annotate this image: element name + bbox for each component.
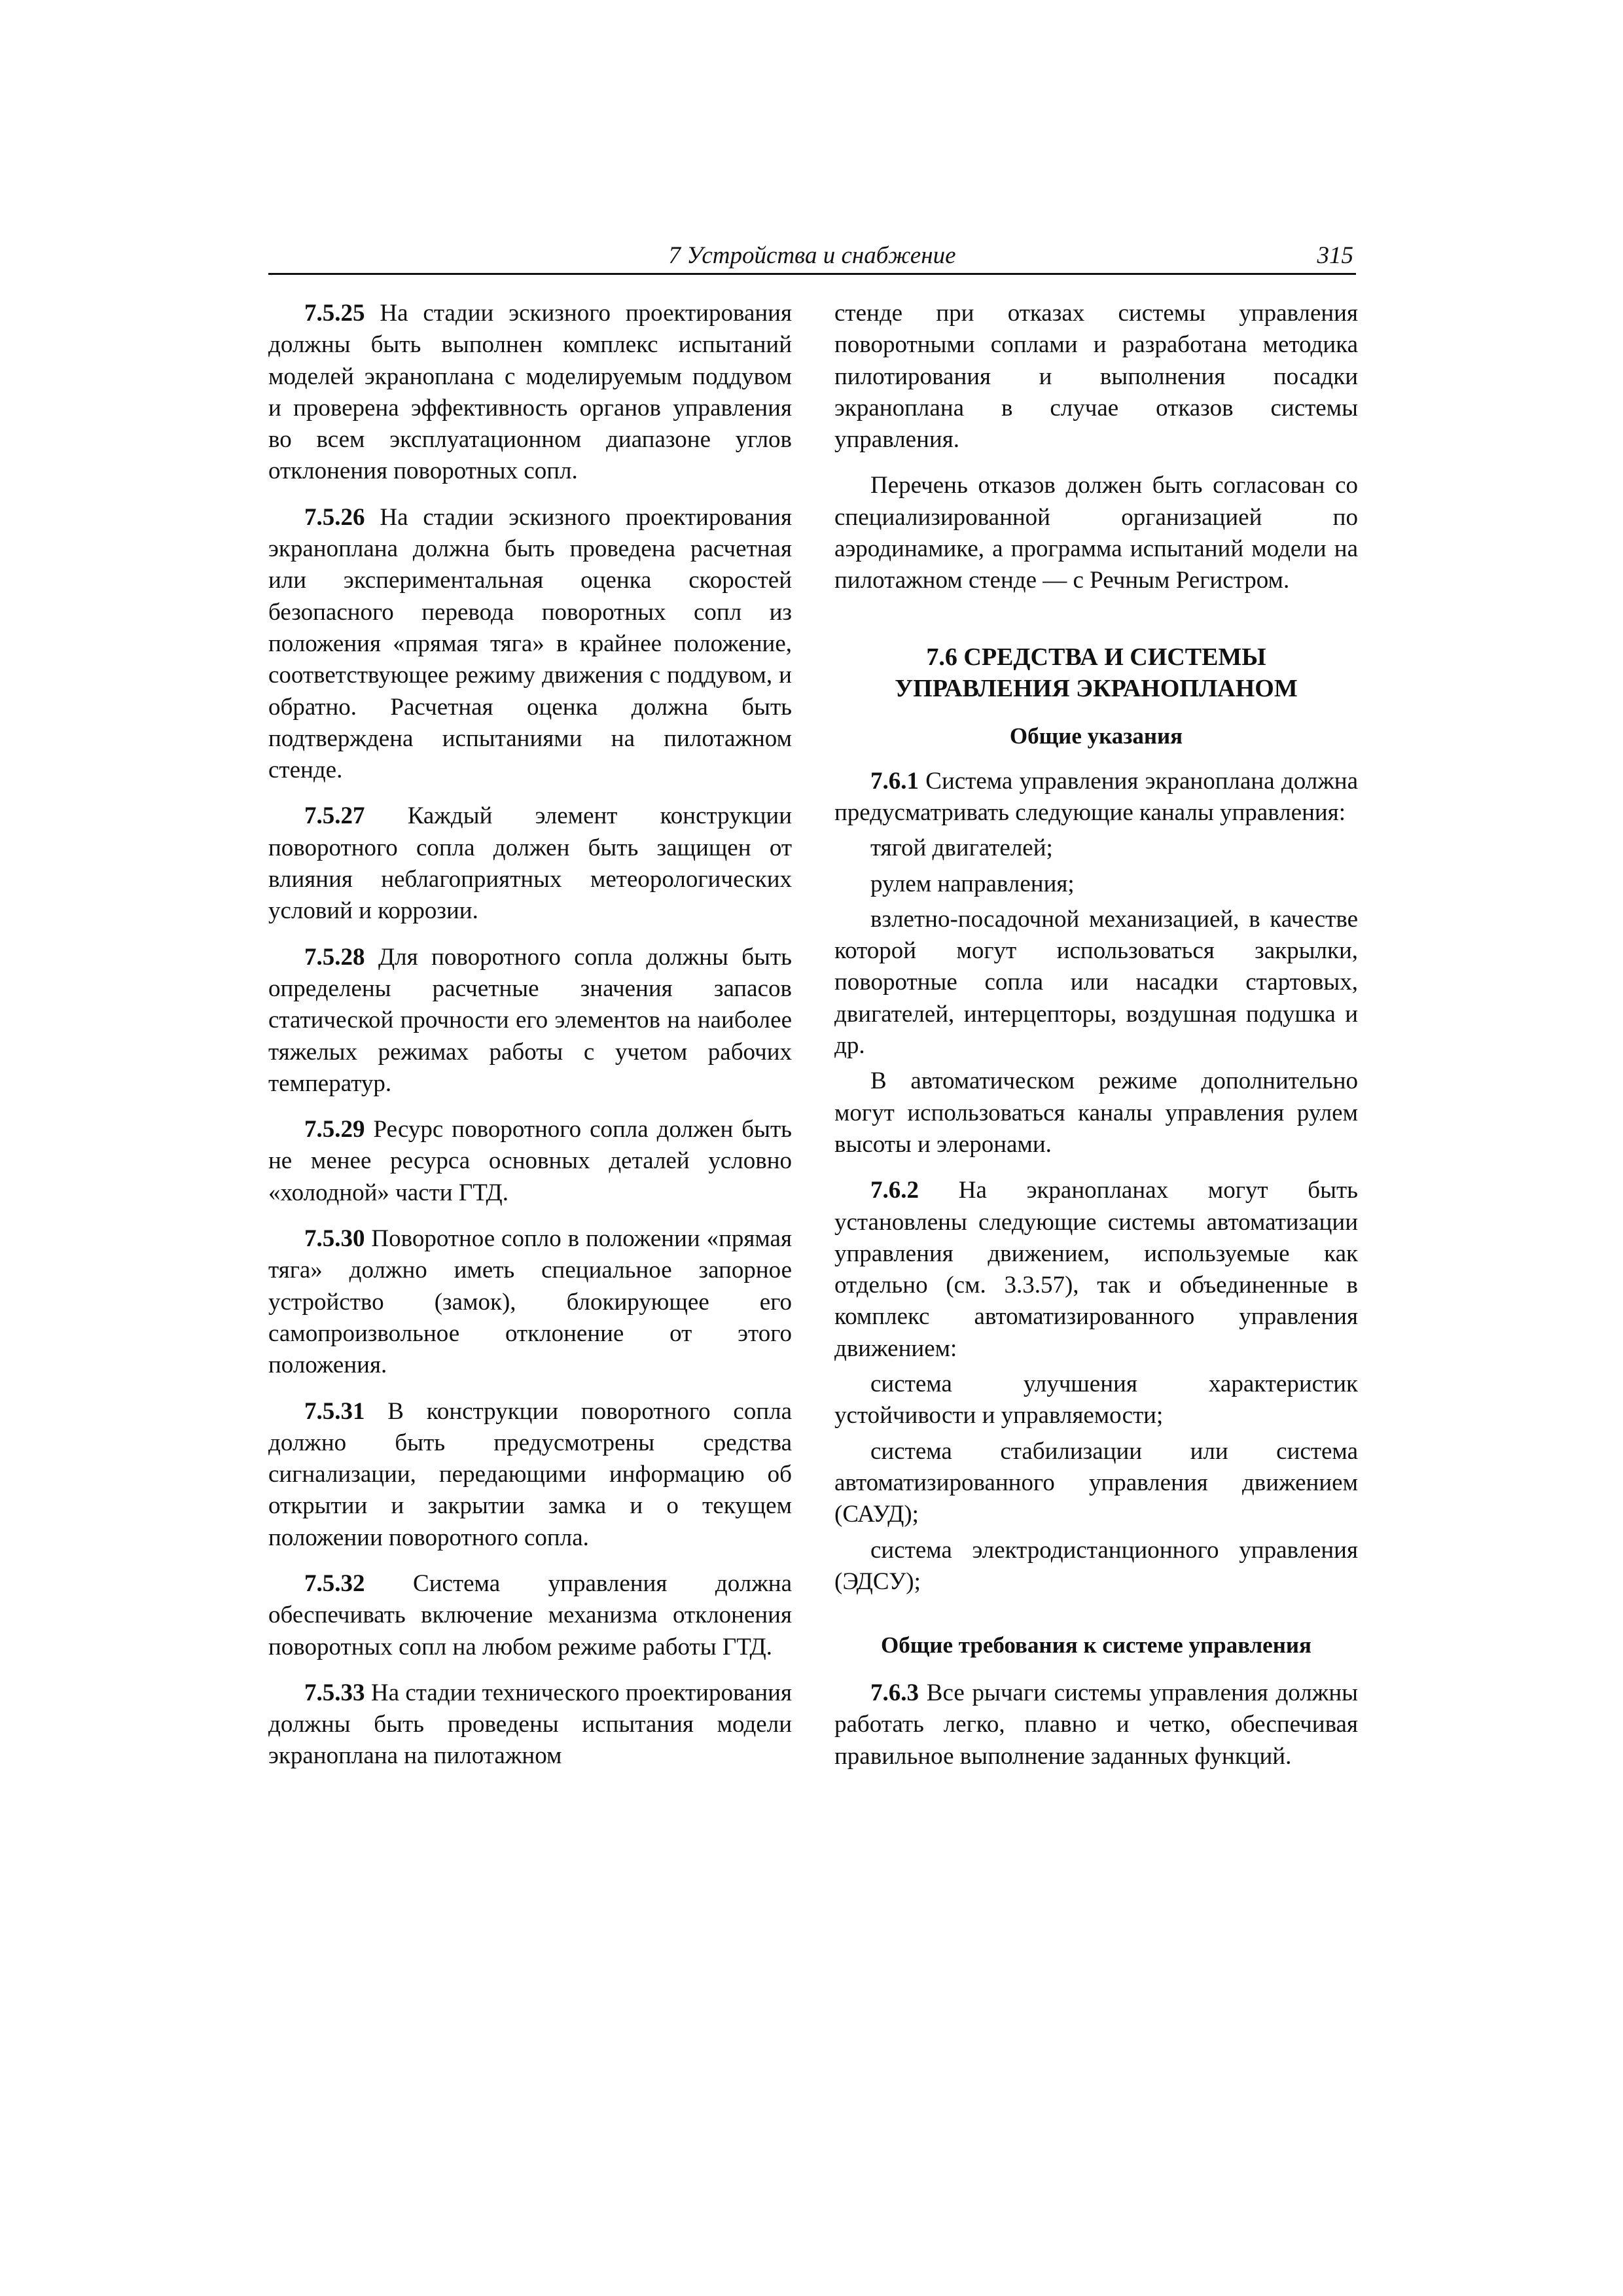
clause-number: 7.6.1: [870, 767, 919, 795]
section-title-7-6: [834, 641, 1358, 704]
clause-7-6-3: [834, 1677, 1358, 1772]
clause-text: Каждый элемент конструкции поворотного сопла должен быть защищен от влияния неблагоприятных метеорологических условий и коррозии.: [268, 802, 792, 925]
clause-text: Система управления экраноплана должна предусматривать следующие каналы управления:: [834, 767, 1358, 826]
clause-7-5-33-continuation: стенде при отказах системы управления поворотными соплами и разработана методика пилотирования и выполнения посадки экраноплана в случае отказов системы управления.: [834, 300, 1358, 454]
clause-7-5-26: [268, 502, 792, 787]
clause-number: 7.5.32: [304, 1570, 365, 1597]
list-item-takeoff-mechanization: взлетно-посадочной механизацией, в качестве которой могут использоваться закрылки, поворотные сопла или насадки стартовых, двигателей, интерцепторы, воздушная подушка и др.: [834, 905, 1358, 1060]
clause-text: Ресурс поворотного сопла должен быть не менее ресурса основных деталей условно «холодной» части ГТД.: [268, 1116, 793, 1206]
clause-7-5-32: [268, 1568, 792, 1663]
right-column: [834, 298, 1358, 1787]
page-header: [268, 239, 1356, 275]
subheading-general-requirements: Общие требования к системе управления: [881, 1632, 1311, 1659]
clause-number: 7.5.25: [304, 300, 365, 327]
clause-7-5-25: [268, 298, 792, 488]
clause-number: 7.5.31: [304, 1397, 365, 1425]
clause-number: 7.6.2: [870, 1177, 919, 1204]
clause-number: 7.5.29: [304, 1116, 365, 1143]
clause-number: 7.5.26: [304, 503, 365, 531]
clause-text: На стадии технического проектирования должны быть проведены испытания модели экраноплана на пилотажном: [268, 1679, 792, 1770]
clause-text: Для поворотного сопла должны быть определены расчетные значения запасов статической прочности его элементов на наиболее тяжелых режимах работы с учетом рабочих температур.: [268, 943, 793, 1097]
clause-7-5-33: [268, 1677, 792, 1772]
clause-number: 7.5.33: [304, 1679, 365, 1706]
clause-number: 7.5.27: [304, 802, 365, 830]
section-title-line: 7.6 СРЕДСТВА И СИСТЕМЫ: [926, 643, 1266, 671]
running-head-chapter: 7 Устройства и снабжение: [668, 242, 956, 269]
clause-7-6-2: [834, 1175, 1358, 1365]
list-item-thrust: тягой двигателей;: [870, 834, 1053, 862]
clause-number: 7.5.28: [304, 943, 365, 971]
clause-7-5-27: [268, 800, 792, 927]
clause-7-5-30: [268, 1223, 792, 1381]
list-item-stability-system: система улучшения характеристик устойчивости и управляемости;: [834, 1371, 1358, 1429]
failures-list-paragraph: Перечень отказов должен быть согласован со специализированной организацией по аэродинамике, а программа испытаний модели на пилотажном стенде — с Речным Регистром.: [834, 472, 1358, 594]
page-number: 315: [1317, 242, 1353, 269]
clause-7-5-29: [268, 1114, 792, 1209]
subheading-general-instructions: Общие указания: [1009, 723, 1183, 749]
clause-text: На стадии эскизного проектирования экраноплана должна быть проведена расчетная или экспериментальная оценка скоростей безопасного перевода поворотных сопл из положения «прямая тяга» в крайнее положение, соответствующее режиму движения с поддувом, и обратно. Расчетная оценка должна быть подтверждена испытаниями на пилотажном стенде.: [268, 503, 792, 784]
clause-number: 7.5.30: [304, 1225, 365, 1253]
clause-text: Поворотное сопло в положении «прямая тяга» должно иметь специальное запорное устройство (замок), блокирующее его самопроизвольное отклонение от этого положения.: [268, 1225, 792, 1379]
list-item-edsu: система электродистанционного управления (ЭДСУ);: [834, 1536, 1358, 1595]
clause-number: 7.6.3: [870, 1679, 919, 1707]
clause-7-5-28: [268, 942, 792, 1100]
section-title-line: УПРАВЛЕНИЯ ЭКРАНОПЛАНОМ: [895, 674, 1298, 702]
clause-text: Система управления должна обеспечивать включение механизма отклонения поворотных сопл на любом режиме работы ГТД.: [268, 1570, 792, 1660]
clause-text: В конструкции поворотного сопла должно быть предусмотрены средства сигнализации, передающими информацию об открытии и закрытии замка и о текущем положении поворотного сопла.: [268, 1397, 792, 1551]
clause-7-5-31: [268, 1396, 792, 1554]
clause-text: На стадии эскизного проектирования должны быть выполнен комплекс испытаний моделей экраноплана с моделируемым поддувом и проверена эффективность органов управления во всем эксплуатационном диапазоне углов отклонения поворотных сопл.: [268, 300, 792, 485]
list-item-rudder: рулем направления;: [870, 870, 1075, 897]
list-item-saud: система стабилизации или система автоматизированного управления движением (САУД);: [834, 1437, 1358, 1528]
clause-text: На экранопланах могут быть установлены следующие системы автоматизации управления движением, используемые как отдельно (см. 3.3.57), так и объединенные в комплекс автоматизированного управления движением:: [834, 1177, 1358, 1362]
left-column: [268, 298, 792, 1787]
clause-7-6-1: [834, 766, 1358, 829]
automatic-mode-paragraph: В автоматическом режиме дополнительно могут использоваться каналы управления рулем высоты и элеронами.: [834, 1067, 1358, 1158]
clause-text: Все рычаги системы управления должны работать легко, плавно и четко, обеспечивая правильное выполнение заданных функций.: [834, 1679, 1358, 1770]
